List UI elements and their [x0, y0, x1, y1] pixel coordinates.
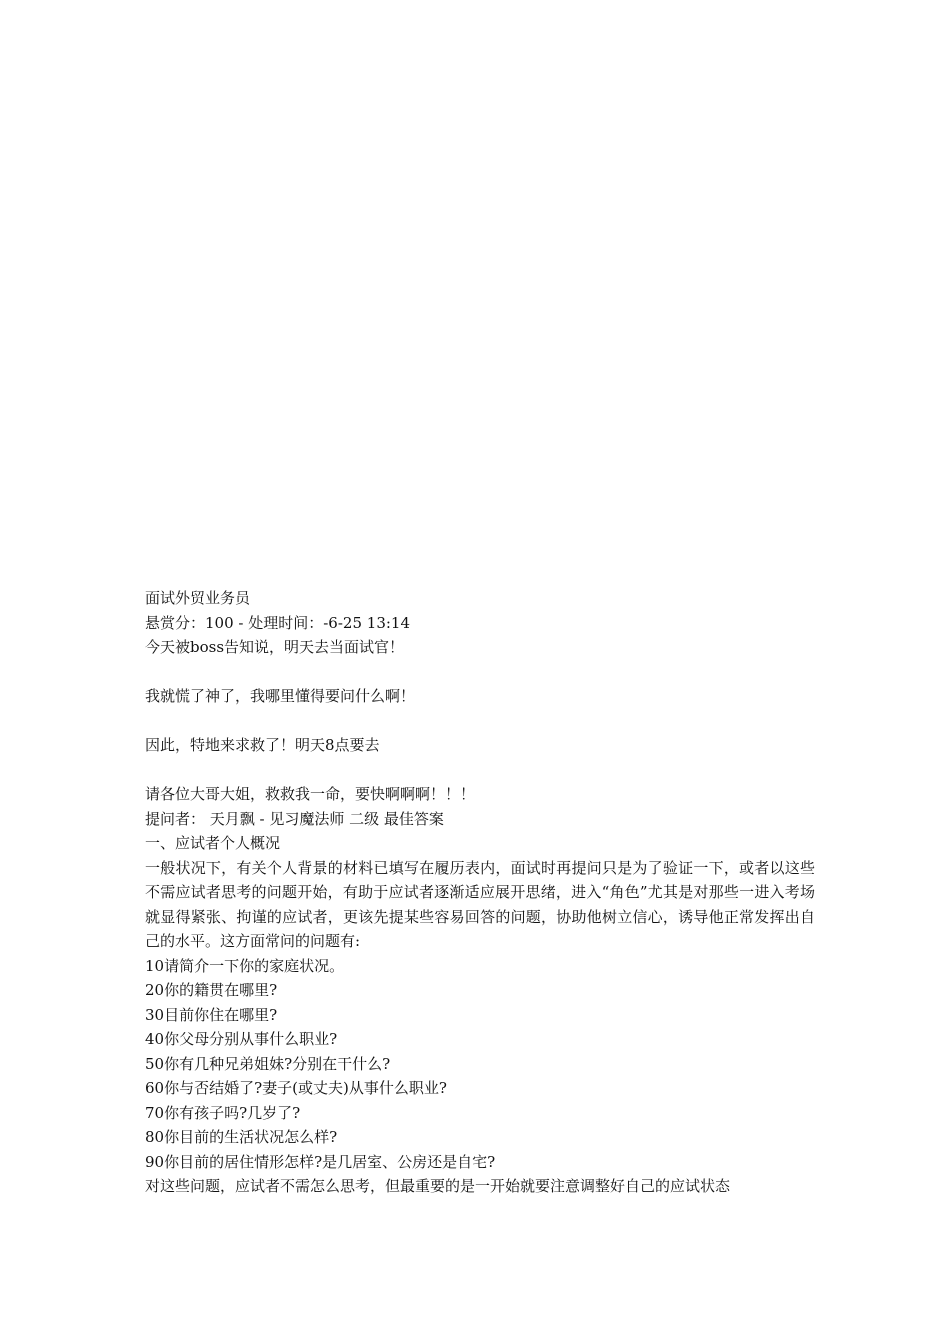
document-title: 面试外贸业务员 [145, 589, 251, 607]
question-meta: 悬赏分：100 - 处理时间：-6-25 13:14 [145, 613, 410, 632]
closing-line: 对这些问题，应试者不需怎么思考，但最重要的是一开始就要注意调整好自己的应试状态 [145, 1177, 731, 1195]
list-item: 10请简介一下你的家庭状况。 [145, 956, 345, 975]
question-line-2: 我就慌了神了，我哪里懂得要问什么啊！ [145, 687, 416, 705]
question-line-1: 今天被boss告知说，明天去当面试官！ [145, 638, 405, 656]
list-item: 70你有孩子吗?几岁了? [145, 1103, 301, 1122]
intro-paragraph: 一般状况下，有关个人背景的材料已填写在履历表内，面试时再提问只是为了验证一下，或者以这些不需应试者思考的问题开始，有助于应试者逐渐适应展开思绪，进入“角色”尤其是对那些一进入考场就显得紧张、拘谨的应试者，更该先提某些容易回答的问题，协助他树立信心，诱导他正常发挥出自己的水平。这方面常问的问题有: [145, 858, 815, 950]
list-item: 40你父母分别从事什么职业? [145, 1030, 338, 1048]
document-body [145, 586, 815, 1199]
list-item: 20你的籍贯在哪里? [145, 981, 278, 999]
blank-line [145, 709, 815, 734]
question-line-4: 请各位大哥大姐，救救我一命，要快啊啊啊！！！ [145, 785, 476, 803]
asker-line: 提问者： 天月飘 - 见习魔法师 二级 最佳答案 [145, 809, 444, 828]
section-heading: 一、应试者个人概况 [145, 834, 281, 852]
list-item: 50你有几种兄弟姐妹?分别在干什么? [145, 1054, 391, 1073]
list-item: 30目前你住在哪里? [145, 1005, 278, 1024]
list-item: 80你目前的生活状况怎么样? [145, 1128, 338, 1146]
list-item: 60你与否结婚了?妻子(或丈夫)从事什么职业? [145, 1079, 447, 1097]
question-line-3: 因此，特地来求救了！明天8点要去 [145, 736, 380, 754]
blank-line [145, 660, 815, 685]
list-item: 90你目前的居住情形怎样?是几居室、公房还是自宅? [145, 1152, 496, 1171]
blank-line [145, 758, 815, 783]
